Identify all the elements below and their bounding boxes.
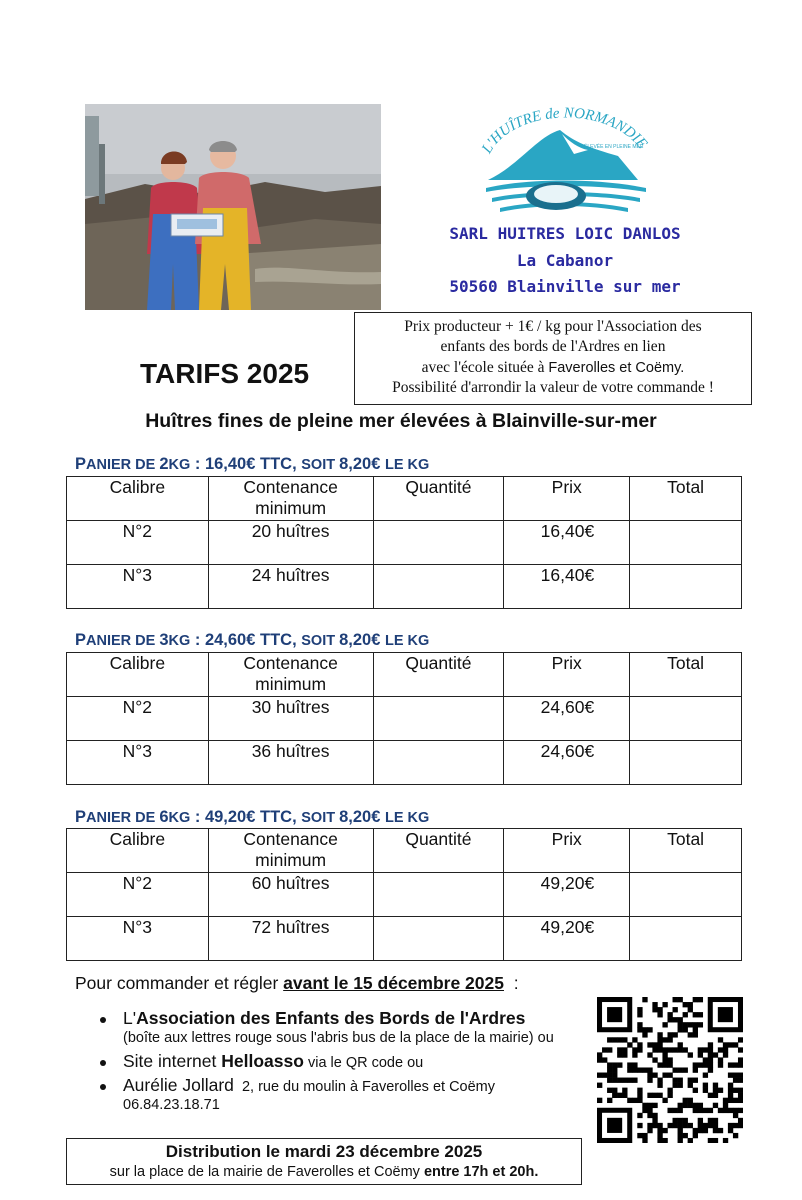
table-row bbox=[67, 697, 742, 741]
notice-place: Faverolles et Coëmy. bbox=[548, 359, 685, 376]
bullet-1-detail: (boîte aux lettres rouge sous l'abris bus de la place de la mairie) ou bbox=[123, 1030, 554, 1046]
cell-quantite[interactable] bbox=[373, 697, 504, 741]
table-row bbox=[67, 741, 742, 785]
panier-title-part: SOIT bbox=[301, 457, 340, 473]
panier-title-part: ANIER DE bbox=[86, 633, 160, 649]
panier-title-part: P bbox=[75, 808, 87, 826]
company-name: SARL HUITRES LOIC DANLOS bbox=[449, 224, 681, 243]
table-header-row bbox=[67, 477, 742, 521]
bullet-1-prefix: L' bbox=[123, 1008, 137, 1028]
header-calibre bbox=[67, 653, 209, 697]
notice-line-1: Prix producteur + 1€ / kg pour l'Association des bbox=[404, 318, 702, 335]
panier-title-part: : 16,40€ TTC, bbox=[190, 455, 302, 473]
header-contenance-text: minimum bbox=[255, 498, 327, 518]
header-quantite bbox=[373, 477, 504, 521]
panier-title-part: : 49,20€ TTC, bbox=[190, 808, 302, 826]
bullet-3-name: Aurélie Jollard bbox=[123, 1075, 234, 1095]
header-total bbox=[630, 653, 742, 697]
header-contenance-text: minimum bbox=[255, 850, 327, 870]
header-prix-text: Prix bbox=[551, 829, 582, 849]
page-title: TARIFS 2025 bbox=[140, 358, 310, 389]
cell-contenance: 24 huîtres bbox=[208, 565, 373, 609]
notice-line-2: enfants des bords de l'Ardres en lien bbox=[440, 338, 666, 356]
cell-quantite[interactable] bbox=[373, 873, 504, 917]
header-total bbox=[630, 477, 742, 521]
panier-title-part: 8,20€ bbox=[339, 455, 385, 473]
cell-total[interactable] bbox=[630, 565, 742, 609]
cell-contenance: 30 huîtres bbox=[208, 697, 373, 741]
header-calibre bbox=[67, 477, 209, 521]
bullet-2-helloasso: Helloasso bbox=[221, 1051, 304, 1071]
logo-small-text: ÉLEVÉE EN PLEINE MER bbox=[584, 144, 644, 150]
price-table bbox=[66, 652, 742, 785]
cell-quantite[interactable] bbox=[373, 917, 504, 961]
panier-title-part: 3 bbox=[159, 631, 169, 649]
header-total-text: Total bbox=[667, 477, 705, 497]
panier-title bbox=[75, 808, 429, 827]
price-table bbox=[66, 476, 742, 609]
price-table bbox=[66, 828, 742, 961]
cell-contenance: 72 huîtres bbox=[208, 917, 373, 961]
panier-title-part: ANIER DE bbox=[86, 457, 160, 473]
logo-arc-text: L'HUÎTRE de NORMANDIE bbox=[479, 105, 651, 157]
payment-options-list bbox=[100, 1008, 570, 1118]
cell-prix: 16,40€ bbox=[504, 565, 630, 609]
table-row bbox=[67, 521, 742, 565]
header-prix bbox=[504, 477, 630, 521]
order-instructions bbox=[75, 973, 519, 994]
list-item bbox=[100, 1051, 570, 1072]
header-contenance bbox=[208, 653, 373, 697]
order-deadline: avant le 15 décembre 2025 bbox=[283, 973, 504, 993]
panier-title bbox=[75, 631, 429, 650]
header-contenance-text: Contenance bbox=[243, 653, 338, 673]
panier-title-part: 8,20€ bbox=[339, 808, 385, 826]
table-header-row bbox=[67, 829, 742, 873]
cell-calibre: N°3 bbox=[67, 565, 209, 609]
huitre-normandie-logo bbox=[478, 96, 654, 226]
panier-title-part: KG bbox=[168, 457, 191, 473]
panier-title-part: ANIER DE bbox=[86, 810, 160, 826]
notice-line-3-prefix: avec l'école située à bbox=[421, 358, 549, 376]
cell-contenance: 20 huîtres bbox=[208, 521, 373, 565]
panier-title-part: 8,20€ bbox=[339, 631, 385, 649]
cell-prix: 49,20€ bbox=[504, 873, 630, 917]
panier-title bbox=[75, 455, 429, 474]
bullet-1-association: Association des Enfants des Bords de l'Ardres bbox=[136, 1008, 526, 1028]
panier-title-part: 2 bbox=[159, 455, 169, 473]
panier-title-part: SOIT bbox=[301, 633, 340, 649]
cell-total[interactable] bbox=[630, 873, 742, 917]
bullet-icon bbox=[100, 1084, 106, 1090]
header-prix bbox=[504, 653, 630, 697]
cell-contenance: 36 huîtres bbox=[208, 741, 373, 785]
helloasso-qr-code[interactable] bbox=[597, 997, 743, 1143]
header-quantite-text: Quantité bbox=[405, 653, 472, 673]
cell-quantite[interactable] bbox=[373, 521, 504, 565]
table-header-row bbox=[67, 653, 742, 697]
panier-title-part: LE KG bbox=[385, 457, 430, 473]
notice-line-4: Possibilité d'arrondir la valeur de votre commande ! bbox=[392, 378, 714, 396]
header-prix-text: Prix bbox=[551, 653, 582, 673]
cell-total[interactable] bbox=[630, 917, 742, 961]
cell-prix: 16,40€ bbox=[504, 521, 630, 565]
order-suffix: : bbox=[504, 973, 519, 993]
list-item bbox=[100, 1008, 570, 1048]
header-calibre-text: Calibre bbox=[109, 653, 166, 673]
panier-title-part: KG bbox=[168, 633, 191, 649]
cell-calibre: N°2 bbox=[67, 873, 209, 917]
header-total-text: Total bbox=[667, 653, 705, 673]
cell-quantite[interactable] bbox=[373, 741, 504, 785]
cell-calibre: N°3 bbox=[67, 917, 209, 961]
cell-total[interactable] bbox=[630, 741, 742, 785]
header-contenance bbox=[208, 829, 373, 873]
panier-title-part: LE KG bbox=[385, 810, 430, 826]
table-row bbox=[67, 917, 742, 961]
bullet-2-detail: via le QR code ou bbox=[303, 1055, 424, 1071]
header-contenance-text: Contenance bbox=[243, 829, 338, 849]
bullet-icon bbox=[100, 1060, 106, 1066]
distribution-date: Distribution le mardi 23 décembre 2025 bbox=[165, 1142, 483, 1161]
cell-prix: 24,60€ bbox=[504, 697, 630, 741]
bullet-2-prefix: Site internet bbox=[123, 1051, 222, 1071]
panier-title-part: SOIT bbox=[301, 810, 340, 826]
header-calibre bbox=[67, 829, 209, 873]
cell-contenance: 60 huîtres bbox=[208, 873, 373, 917]
header-quantite-text: Quantité bbox=[405, 829, 472, 849]
bullet-3-address: 2, rue du moulin à Faverolles et Coëmy bbox=[233, 1079, 496, 1095]
cell-calibre: N°3 bbox=[67, 741, 209, 785]
page-subtitle: Huîtres fines de pleine mer élevées à Blainville-sur-mer bbox=[145, 410, 657, 432]
header-total bbox=[630, 829, 742, 873]
notice-line-3 bbox=[355, 358, 751, 378]
distribution-place-text: sur la place de la mairie de Faverolles et Coëmy bbox=[109, 1164, 424, 1180]
header-quantite bbox=[373, 829, 504, 873]
order-prefix: Pour commander et régler bbox=[75, 973, 284, 993]
panier-title-part: : 24,60€ TTC, bbox=[190, 631, 302, 649]
distribution-hours: entre 17h et 20h. bbox=[423, 1164, 539, 1180]
bullet-icon bbox=[100, 1017, 106, 1023]
list-item bbox=[100, 1075, 570, 1115]
header-contenance bbox=[208, 477, 373, 521]
farmers-photo bbox=[85, 104, 381, 310]
header-prix bbox=[504, 829, 630, 873]
company-place: La Cabanor bbox=[516, 251, 614, 270]
header-calibre-text: Calibre bbox=[109, 829, 166, 849]
cell-prix: 24,60€ bbox=[504, 741, 630, 785]
panier-title-part: LE KG bbox=[385, 633, 430, 649]
header-contenance-text: Contenance bbox=[243, 477, 338, 497]
panier-title-part: P bbox=[75, 631, 87, 649]
table-row bbox=[67, 565, 742, 609]
header-total-text: Total bbox=[667, 829, 705, 849]
bullet-3-phone: 06.84.23.18.71 bbox=[123, 1097, 220, 1113]
cell-quantite[interactable] bbox=[373, 565, 504, 609]
panier-title-part: 6 bbox=[159, 808, 169, 826]
header-quantite bbox=[373, 653, 504, 697]
header-calibre-text: Calibre bbox=[109, 477, 166, 497]
panier-title-part: P bbox=[75, 455, 87, 473]
panier-title-part: KG bbox=[168, 810, 191, 826]
cell-calibre: N°2 bbox=[67, 521, 209, 565]
cell-total[interactable] bbox=[630, 521, 742, 565]
company-city: 50560 Blainville sur mer bbox=[449, 277, 681, 296]
distribution-place bbox=[67, 1162, 581, 1182]
association-notice bbox=[354, 312, 752, 405]
cell-calibre: N°2 bbox=[67, 697, 209, 741]
cell-prix: 49,20€ bbox=[504, 917, 630, 961]
table-row bbox=[67, 873, 742, 917]
header-prix-text: Prix bbox=[551, 477, 582, 497]
header-quantite-text: Quantité bbox=[405, 477, 472, 497]
header-contenance-text: minimum bbox=[255, 674, 327, 694]
distribution-box bbox=[66, 1138, 582, 1185]
cell-total[interactable] bbox=[630, 697, 742, 741]
